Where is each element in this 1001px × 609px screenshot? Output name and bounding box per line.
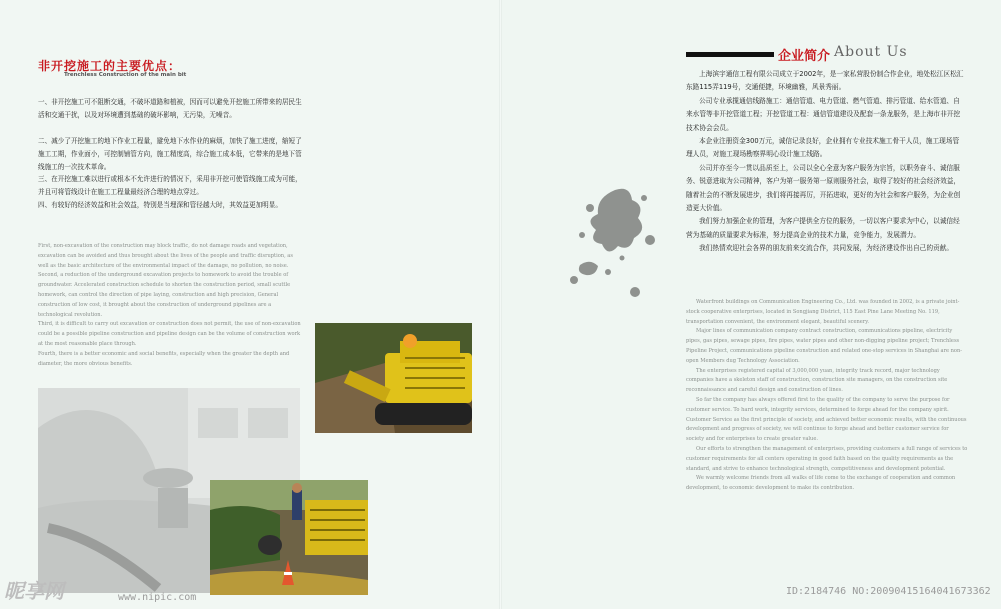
advantage-point-1: 一、非开挖施工可不阻断交通，不破坏道路和植被，因而可以避免开挖施工所带来的居民生活和交通干扰，以及对环境遭到基础的破坏影响，无污染，无噪音。 <box>38 98 302 119</box>
about-chinese-text <box>686 68 964 256</box>
drilling-rig-photo <box>315 323 472 433</box>
about-english-1: Waterfront buildings on Communication Engineering Co., Ltd. was founded in 2002, is a private joint-stock cooperative enterprises, located in Songjiang District, 115 East Pine Lane Meeting No. 119, transportation convenient, the environment elegant, beautiful scenery. <box>686 299 960 325</box>
about-paragraph-6: 我们热情欢迎社会各界的朋友前来交流合作，共同发展，为经济建设作出自己的贡献。 <box>699 244 954 253</box>
about-english-3: The enterprises registered capital of 3,000,000 yuan, integrity track record, major technology companies have a skeleton staff of construction, construction site managers, on the construction site reconnaissance and careful design and construction of lines. <box>686 367 948 394</box>
advantages-subtitle: Trenchless Construction of the main bit <box>64 72 187 78</box>
about-english-text <box>686 298 968 494</box>
advantage-point-4: 四、有较好的经济效益和社会效益，特别是当埋深和管径越大时，其效益更加明显。 <box>38 201 282 209</box>
about-paragraph-4: 公司并亦至今一贯以品质至上，公司以全心全意为客户服务为宗旨，以职务奋斗、诚信服务、锐意进取为公司精神，客户为第一服务第一原则服务社会，取得了较好的社会经济效益，随着社会的不断发展进步，我们将再接再厉，开拓进取，更好的为社会和客户服务，为企业创造更大价值。 <box>686 163 961 213</box>
about-english-4: So far the company has always offered first to the quality of the company to serve the purpose for customer service. To hard work, integrity services, determined to forge ahead for the company spirit. Customer Service as the first principle of society, and achieved better economic results, with the continuous development and progress of society, we will continue to forge ahead and better customer service for society and for enterprises to create greater value. <box>686 396 967 443</box>
about-title-en: About Us <box>834 44 908 60</box>
watermark-id: ID:2184746 NO:20090415164041673362 <box>786 586 991 597</box>
english-point-2: Second, a reduction of the underground excavation projects to homework to avoid the trouble of groundwater. Accelerated construction schedule to shorten the construction period, small scuttle homework, can control the direction of pipe laying, construction and high precision, General construction of low cost, it brought about the construction of underground pipelines are a technological revolution. <box>38 272 291 318</box>
title-bar-decoration <box>686 52 774 57</box>
about-paragraph-3: 本企业注册资金300万元，诚信记录良好，企业拥有专业技术施工骨干人员，施工现场管理人员，对施工现场勘察界明心设计施工线路。 <box>686 137 960 159</box>
english-point-1: First, non-excavation of the construction may block traffic, do not damage roads and vegetation, excavation can be avoided and thus brought about the lives of the people and traffic disruption, as well as the basic architecture of the environmental impact of the damage, no pollution, no noise. <box>38 243 293 269</box>
roadside-drilling-photo <box>210 480 368 595</box>
english-point-3: Third, it is difficult to carry out excavation or construction does not permit, the use of non-excavation could be a possible pipeline construction and pipeline design can be the volume of construction work at the most reasonable place through. <box>38 321 301 347</box>
advantage-point-3: 三、在开挖施工难以进行或根本不允许进行的情况下，采用非开挖可使管线施工成为可能，并且可将管线设计在施工工程量最经济合理的地点穿过。 <box>38 175 302 196</box>
about-paragraph-5: 我们努力加强企业的管理，为客户提供全方位的服务，一切以客户要求为中心，以诚信经营为基础的质量要求为标准，努力提高企业的技术力量，竞争能力，发展潜力。 <box>686 217 960 239</box>
advantages-english <box>38 242 303 369</box>
about-english-2: Major lines of communication company contract construction, communications pipeline, electricity pipes, gas pipes, sewage pipes, fire pipes, water pipes and other non-digging pipeline project; Trenchless Pipeline Project, communications pipeline construction and related one-stop services in Shanghai are non-open Members dug Technology Association. <box>686 328 963 364</box>
about-english-5: Our efforts to strengthen the management of enterprises, providing customers a full range of services to customer requirements for all centers operating in good faith based on the quality requirements as the standard, and strive to enhance technological strength, competitiveness and development potential. <box>686 445 968 472</box>
about-english-6: We warmly welcome friends from all walks of life come to the exchange of cooperation and common development, to economic development to make its contribution. <box>686 475 956 492</box>
advantages-title: 非开挖施工的主要优点： <box>38 59 182 73</box>
ink-splash-decoration <box>560 180 670 300</box>
english-point-4: Fourth, there is a better economic and social benefits, especially when the greater the depth and diameter, the more obvious benefits. <box>38 350 290 367</box>
watermark-site: www.nipic.com <box>118 592 197 603</box>
about-paragraph-1: 上海滨宇通信工程有限公司成立于2002年，是一家私营股份制合作企业，地处松江区松汇东路115弄119号，交通便捷，环境幽雅，风景秀丽。 <box>686 70 964 92</box>
advantage-point-2: 二、减少了开挖施工的地下作业工程量，避免地下水作业的麻烦，加快了施工进度，缩短了施工工期，作业面小，可控制铺管方向，施工精度高，综合施工成本低，它带来的是地下管线施工的一次技术革命。 <box>38 137 302 171</box>
watermark-logo: 昵享网 <box>4 579 64 603</box>
page-spine <box>499 0 502 609</box>
about-title-cn: 企业简介 <box>778 49 831 64</box>
about-paragraph-2: 公司专业承揽通信线路施工：通信管道、电力管道、燃气管道、排污管道、给水管道、自来水管等非开挖管道工程；开挖管道工程：通信管道建设及配套一条龙服务，是上海市非开挖技术协会会员。 <box>686 96 961 132</box>
